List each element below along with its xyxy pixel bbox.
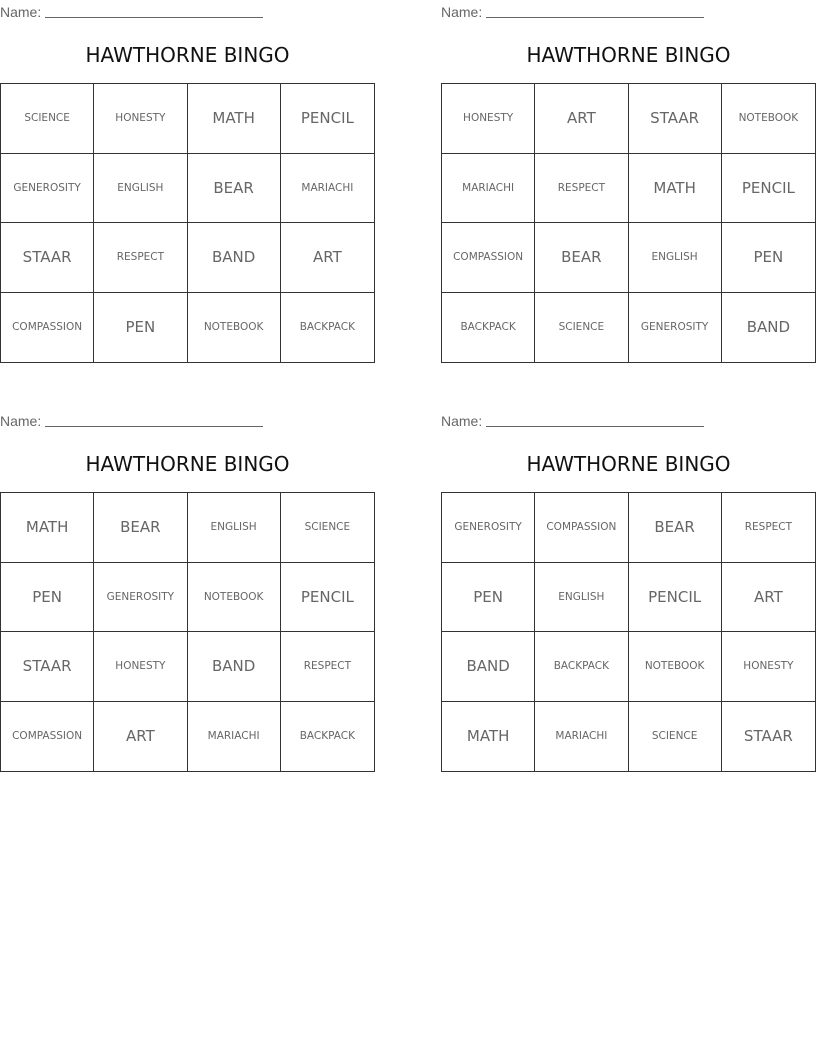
bingo-cell[interactable]: PENCIL	[629, 563, 722, 633]
bingo-cell[interactable]: ENGLISH	[629, 223, 722, 293]
bingo-cell[interactable]: COMPASSION	[1, 702, 94, 772]
bingo-cell[interactable]: ENGLISH	[94, 154, 187, 224]
bingo-cell[interactable]: PENCIL	[281, 84, 374, 154]
bingo-cell[interactable]: NOTEBOOK	[188, 563, 281, 633]
bingo-cell[interactable]: COMPASSION	[535, 493, 628, 563]
bingo-cell[interactable]: SCIENCE	[281, 493, 374, 563]
bingo-cell[interactable]: COMPASSION	[1, 293, 94, 363]
bingo-cell[interactable]: MARIACHI	[442, 154, 535, 224]
bingo-cell[interactable]: MATH	[1, 493, 94, 563]
bingo-cell[interactable]: BAND	[188, 632, 281, 702]
bingo-cell[interactable]: ART	[281, 223, 374, 293]
bingo-cell[interactable]: ART	[94, 702, 187, 772]
bingo-cell[interactable]: BACKPACK	[535, 632, 628, 702]
name-line	[441, 2, 704, 20]
bingo-cell[interactable]: ENGLISH	[188, 493, 281, 563]
bingo-cell[interactable]: RESPECT	[535, 154, 628, 224]
bingo-cell[interactable]: HONESTY	[94, 632, 187, 702]
name-label: Name:	[0, 413, 42, 429]
bingo-grid	[0, 83, 375, 363]
bingo-cell[interactable]: NOTEBOOK	[629, 632, 722, 702]
bingo-cell[interactable]: RESPECT	[281, 632, 374, 702]
bingo-cell[interactable]: HONESTY	[94, 84, 187, 154]
bingo-grid	[0, 492, 375, 772]
name-label: Name:	[441, 413, 483, 429]
bingo-cell[interactable]: PEN	[1, 563, 94, 633]
bingo-cell[interactable]: BAND	[442, 632, 535, 702]
bingo-cell[interactable]: STAAR	[1, 632, 94, 702]
bingo-cell[interactable]: STAAR	[629, 84, 722, 154]
bingo-cell[interactable]: HONESTY	[722, 632, 815, 702]
bingo-cell[interactable]: HONESTY	[442, 84, 535, 154]
bingo-cell[interactable]: MATH	[188, 84, 281, 154]
name-line	[0, 411, 263, 429]
bingo-cell[interactable]: NOTEBOOK	[188, 293, 281, 363]
bingo-cell[interactable]: MATH	[442, 702, 535, 772]
name-line	[441, 411, 704, 429]
bingo-cell[interactable]: BEAR	[94, 493, 187, 563]
bingo-cell[interactable]: PEN	[94, 293, 187, 363]
card-title: HAWTHORNE BINGO	[85, 452, 290, 476]
bingo-cell[interactable]: BACKPACK	[442, 293, 535, 363]
card-title: HAWTHORNE BINGO	[526, 452, 731, 476]
bingo-card-3	[0, 409, 375, 746]
bingo-cell[interactable]: BAND	[188, 223, 281, 293]
bingo-cell[interactable]: PENCIL	[722, 154, 815, 224]
bingo-cell[interactable]: BACKPACK	[299, 321, 356, 334]
bingo-cell[interactable]: ART	[722, 563, 815, 633]
bingo-cell[interactable]: PENCIL	[281, 563, 374, 633]
bingo-cell[interactable]: MATH	[629, 154, 722, 224]
bingo-cell[interactable]: ENGLISH	[535, 563, 628, 633]
bingo-cell[interactable]: PEN	[722, 223, 815, 293]
name-blank[interactable]	[486, 426, 704, 427]
name-blank[interactable]	[45, 426, 263, 427]
bingo-cell[interactable]: ART	[535, 84, 628, 154]
bingo-cell[interactable]: MARIACHI	[535, 702, 628, 772]
bingo-cell[interactable]: STAAR	[743, 727, 793, 746]
bingo-cell[interactable]: NOTEBOOK	[722, 84, 815, 154]
bingo-cell[interactable]: SCIENCE	[629, 702, 722, 772]
bingo-cell[interactable]: BAND	[746, 318, 791, 337]
bingo-card-4	[441, 409, 816, 746]
bingo-cell[interactable]: BEAR	[535, 223, 628, 293]
bingo-grid	[441, 83, 816, 363]
name-label: Name:	[441, 4, 483, 20]
bingo-cell[interactable]: GENEROSITY	[1, 154, 94, 224]
bingo-cell[interactable]: BEAR	[188, 154, 281, 224]
bingo-cell[interactable]: GENEROSITY	[629, 293, 722, 363]
bingo-cell[interactable]: RESPECT	[722, 493, 815, 563]
bingo-cell[interactable]: STAAR	[1, 223, 94, 293]
bingo-grid	[441, 492, 816, 772]
bingo-cell[interactable]: RESPECT	[94, 223, 187, 293]
name-blank[interactable]	[486, 17, 704, 18]
bingo-cell[interactable]: BEAR	[629, 493, 722, 563]
name-label: Name:	[0, 4, 42, 20]
bingo-cell[interactable]: BACKPACK	[299, 730, 356, 743]
bingo-cell[interactable]: MARIACHI	[281, 154, 374, 224]
name-line	[0, 2, 263, 20]
bingo-cell[interactable]: PEN	[442, 563, 535, 633]
bingo-cell[interactable]: MARIACHI	[188, 702, 281, 772]
bingo-cell[interactable]: GENEROSITY	[442, 493, 535, 563]
bingo-cell[interactable]: SCIENCE	[535, 293, 628, 363]
bingo-card-2	[441, 0, 816, 337]
bingo-cell[interactable]: GENEROSITY	[94, 563, 187, 633]
bingo-cell[interactable]: SCIENCE	[1, 84, 94, 154]
card-title: HAWTHORNE BINGO	[85, 43, 290, 67]
bingo-cell[interactable]: COMPASSION	[442, 223, 535, 293]
bingo-card-1	[0, 0, 375, 337]
name-blank[interactable]	[45, 17, 263, 18]
card-title: HAWTHORNE BINGO	[526, 43, 731, 67]
